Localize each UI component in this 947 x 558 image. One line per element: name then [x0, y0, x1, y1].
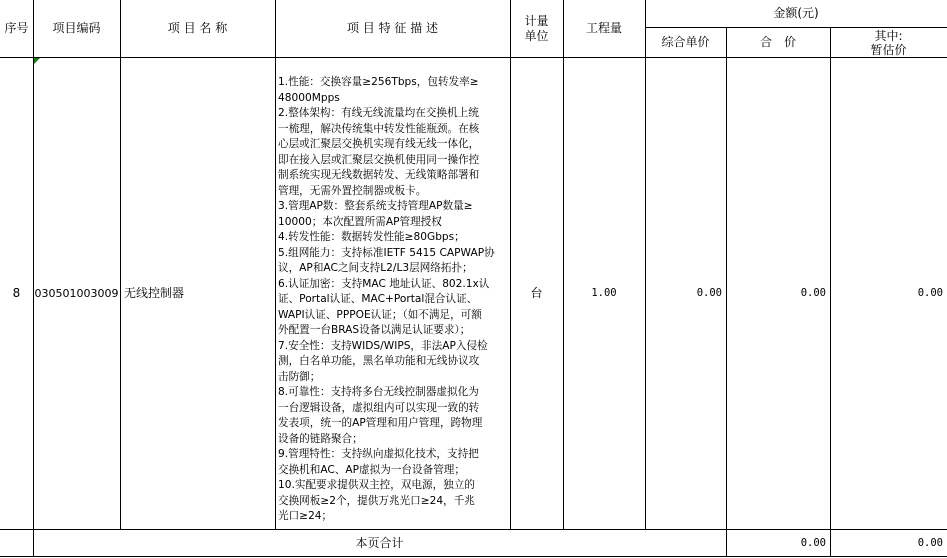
- header-qty: 工程量: [585, 21, 622, 35]
- description-line: 5.组网能力：支持标准IETF 5415 CAPWAP协: [278, 246, 495, 259]
- description-line: 3.管理AP数：整套系统支持管理AP数量≥: [278, 200, 473, 212]
- description-line: 交换网板≥2个，提供万兆光口≥24，千兆: [278, 494, 475, 507]
- description-line: 设备的链路聚合；: [278, 432, 363, 445]
- description-line: 击防御；: [278, 370, 321, 383]
- description-line: 6.认证加密：支持MAC 地址认证、802.1x认: [278, 277, 490, 290]
- description-line: 发表项，统一的AP管理和用户管理，跨物理: [278, 417, 483, 429]
- description-line: 10.实配要求提供双主控，双电源，独立的: [278, 479, 475, 491]
- description-line: WAPI认证、PPPOE认证；（如不满足，可额: [278, 308, 482, 321]
- description-line: 一台逻辑设备，虚拟组内可以实现一致的转: [278, 401, 480, 414]
- header-total: 合 价: [759, 35, 796, 49]
- description-line: 交换机和AC、AP虚拟为一台设备管理；: [278, 463, 465, 476]
- description-line: 管理，无需外置控制器或板卡。: [278, 184, 427, 197]
- footer-provisional: 0.00: [917, 536, 943, 549]
- row-qty: 1.00: [591, 287, 617, 299]
- description-line: 即在接入层或汇聚层交换机使用同一操作控: [278, 153, 480, 166]
- header-provisional: 其中: 暂估价: [870, 28, 907, 57]
- description-line: 光口≥24；: [278, 510, 333, 522]
- description-line: 一梳理，解决传统集中转发性能瓶颈。在核: [278, 122, 480, 135]
- description-line: 48000Mpps: [278, 91, 340, 104]
- header-amount: 金额(元): [773, 6, 819, 20]
- description-line: 4.转发性能：数据转发性能≥80Gbps；: [278, 231, 465, 243]
- description-line: 议，AP和AC之间支持L2/L3层网络拓扑；: [278, 262, 473, 274]
- row-description: [278, 75, 510, 525]
- description-line: 1.性能：交换容量≥256Tbps，包转发率≥: [278, 76, 479, 88]
- description-line: 7.安全性：支持WIDS/WIPS，非法AP入侵检: [278, 339, 488, 352]
- row-name: 无线控制器: [124, 286, 185, 300]
- row-seq: 8: [12, 286, 21, 300]
- header-seq: 序号: [4, 21, 29, 35]
- row-provisional: 0.00: [917, 287, 943, 299]
- footer-label: 本页合计: [355, 535, 404, 550]
- description-line: 证、Portal认证、MAC+Portal混合认证、: [278, 293, 478, 305]
- description-line: 心层或汇聚层交换机实现有线无线一体化，: [278, 138, 480, 150]
- description-line: 制系统实现无线数据转发、无线策略部署和: [278, 169, 480, 181]
- description-line: 9.管理特性：支持纵向虚拟化技术，支持把: [278, 448, 479, 460]
- header-unit: 计量 单位: [524, 13, 549, 43]
- description-line: 10000；本次配置所需AP管理授权: [278, 215, 442, 228]
- row-unit: 台: [530, 286, 543, 300]
- description-line: 2.整体架构：有线无线流量均在交换机上统: [278, 107, 479, 119]
- description-line: 8.可靠性：支持将多台无线控制器虚拟化为: [278, 386, 479, 398]
- row-code: 030501003009: [34, 287, 119, 300]
- description-line: 测，白名单功能，黑名单功能和无线协议攻: [278, 355, 480, 367]
- footer-total: 0.00: [800, 536, 826, 549]
- header-desc: 项 目 特 征 描 述: [346, 21, 439, 35]
- header-name: 项 目 名 称: [167, 21, 228, 35]
- header-unit-price: 综合单价: [661, 35, 710, 49]
- row-total: 0.00: [800, 287, 826, 299]
- description-line: 外配置一台BRAS设备以满足认证要求）；: [278, 324, 471, 336]
- header-code: 项目编码: [52, 21, 101, 35]
- row-unit-price: 0.00: [696, 287, 722, 299]
